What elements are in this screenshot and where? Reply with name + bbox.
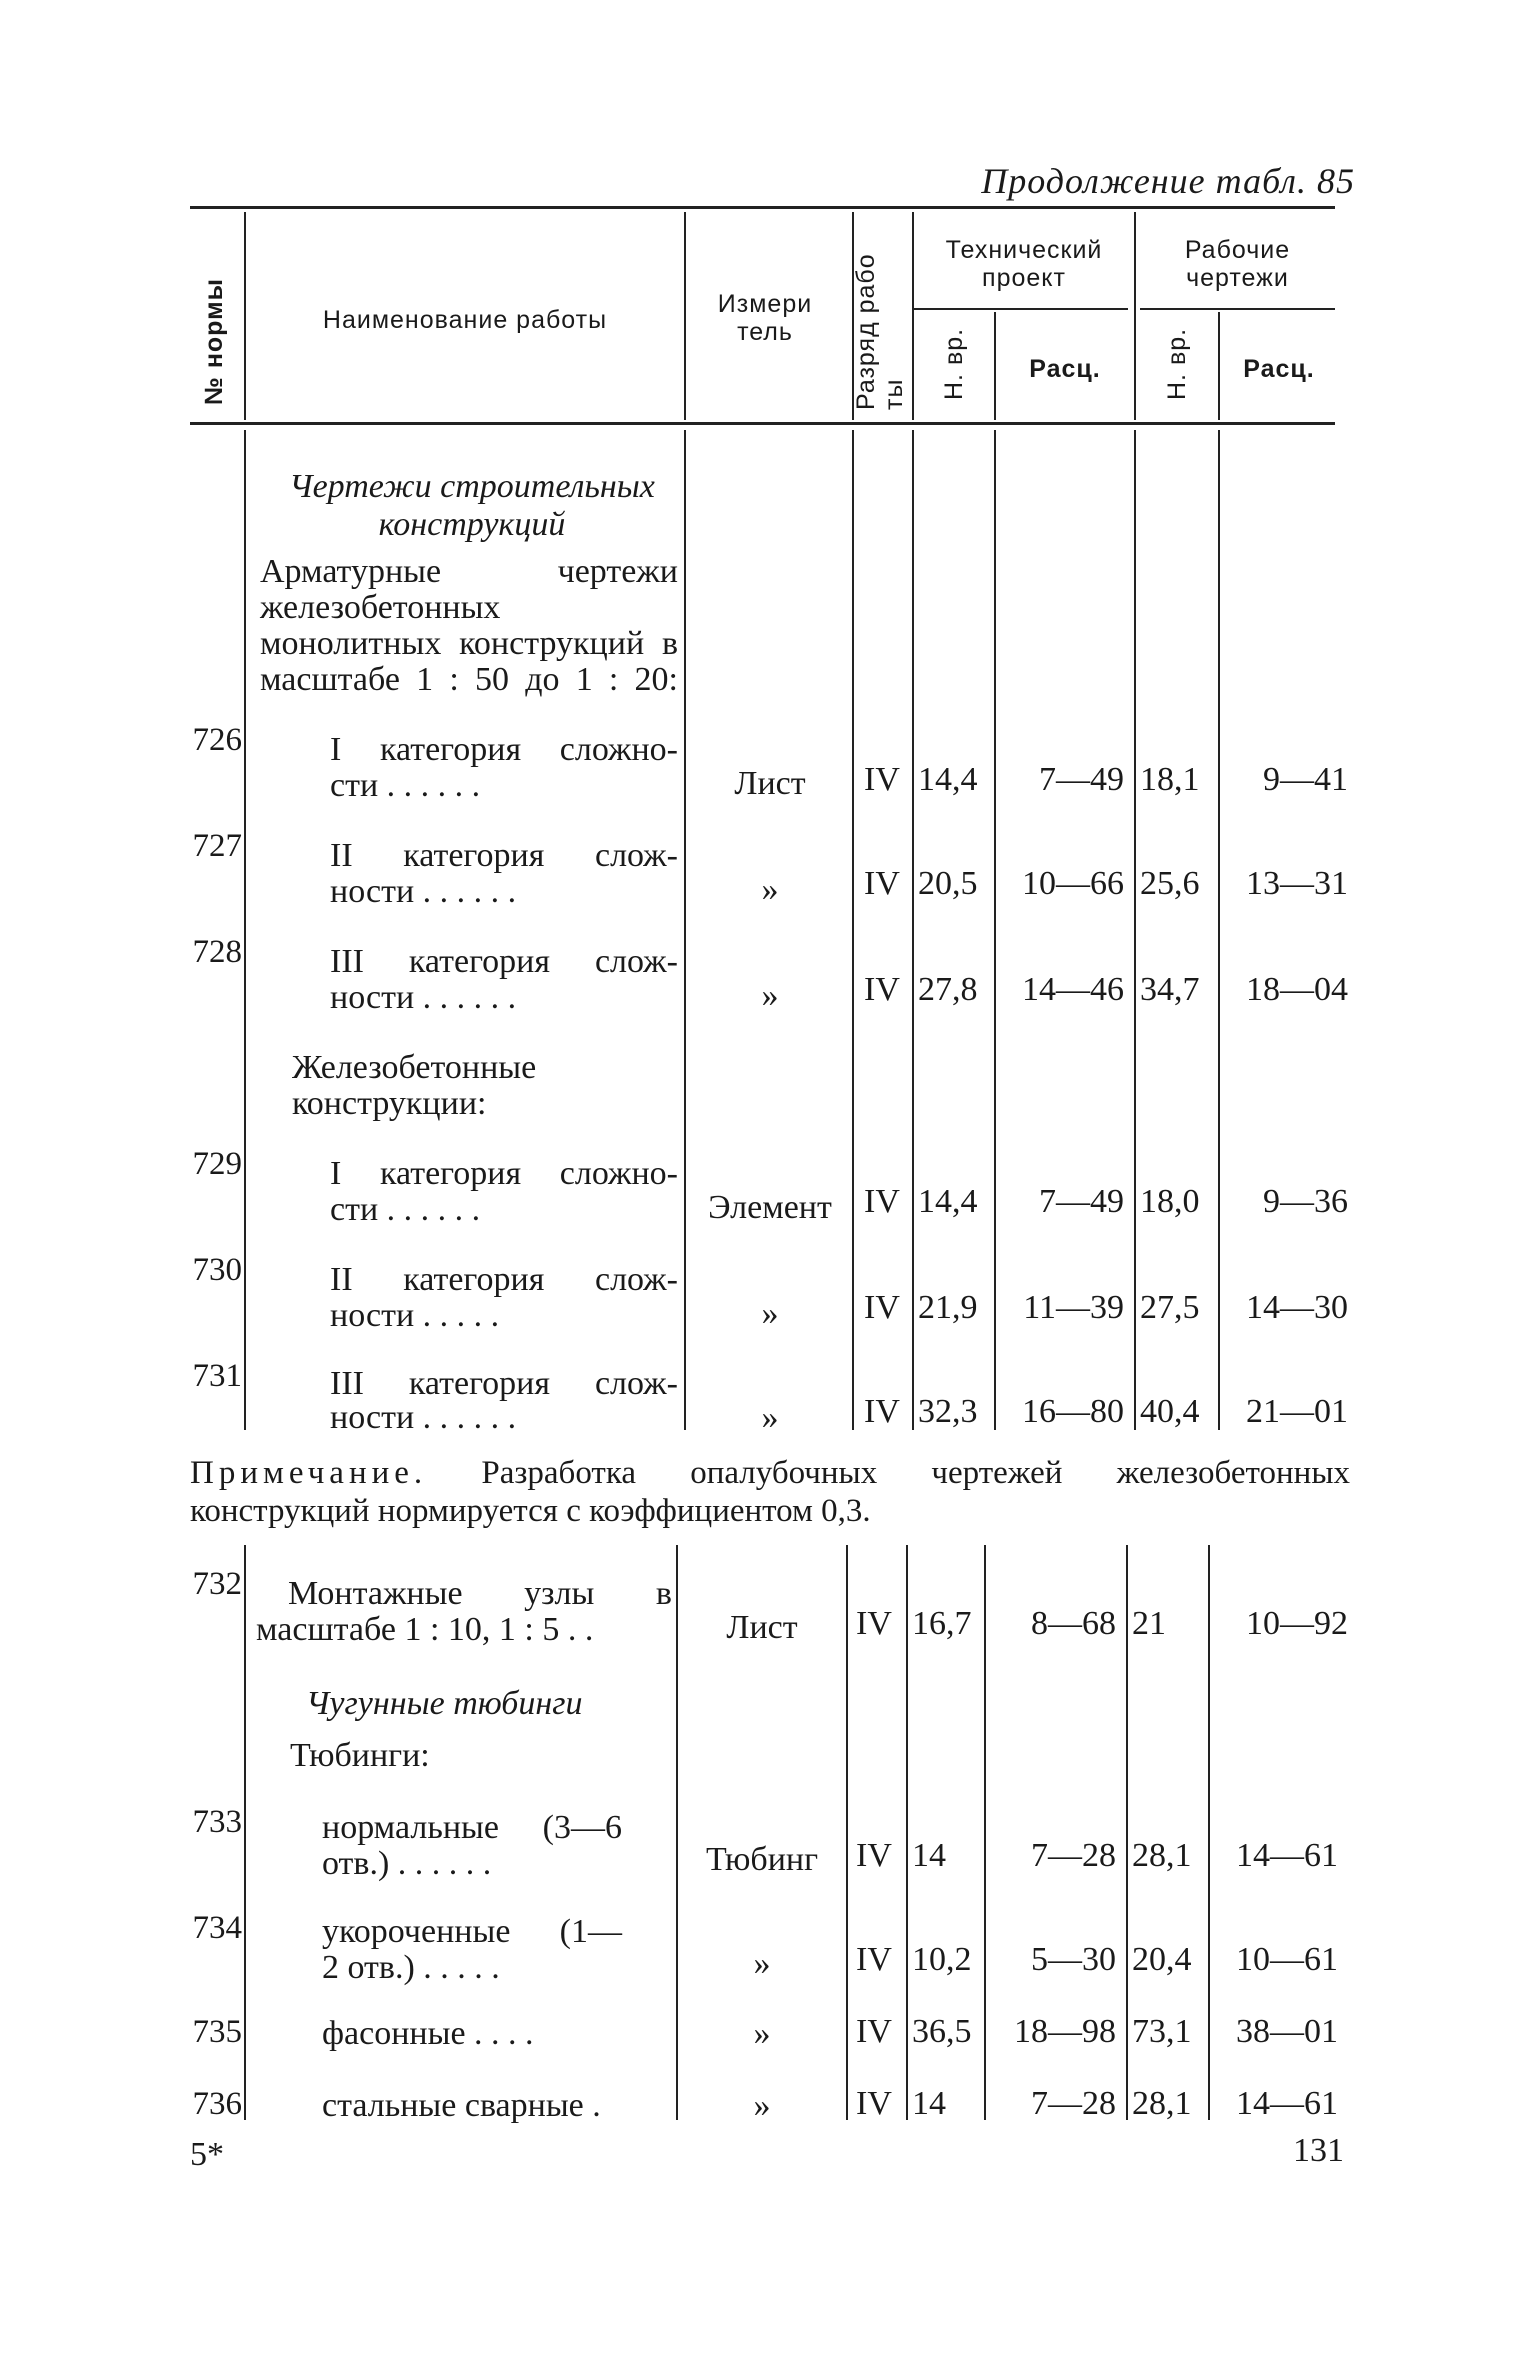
unit-cell: » bbox=[761, 871, 779, 908]
grade-cell: IV bbox=[864, 971, 900, 1008]
unit-cell: Тюбинг bbox=[705, 1841, 819, 1878]
signature-mark: 5* bbox=[190, 2136, 224, 2173]
work-name-line: фасонные . . . . bbox=[322, 2015, 534, 2052]
tp-price-cell: 11—39 bbox=[1023, 1289, 1124, 1326]
body-col-divider bbox=[984, 1545, 986, 2120]
wd-time-cell: 20,4 bbox=[1132, 1941, 1192, 1978]
row-number: 732 bbox=[192, 1566, 242, 1602]
wd-price-cell: 9—41 bbox=[1263, 761, 1348, 798]
wd-time-cell: 21 bbox=[1132, 1605, 1166, 1642]
row-number: 735 bbox=[192, 2014, 242, 2050]
row-number: 726 bbox=[192, 722, 242, 758]
grade-cell: IV bbox=[856, 2013, 892, 2050]
page-number: 131 bbox=[1293, 2132, 1344, 2169]
body-col-divider bbox=[244, 430, 246, 1430]
row-number: 729 bbox=[192, 1146, 242, 1182]
header-col-divider bbox=[912, 212, 914, 420]
header-norm-number: № нормы bbox=[200, 278, 228, 405]
body-col-divider bbox=[1218, 430, 1220, 1430]
work-name-line: III категория слож- bbox=[330, 1365, 678, 1402]
unit-cell: Лист bbox=[734, 765, 806, 802]
header-unit: Измери тель bbox=[717, 290, 813, 346]
wd-time-cell: 25,6 bbox=[1140, 865, 1200, 902]
note-text: Разработка опалубочных чертежей железобетонных конструкций нормируется с коэффициентом 0,3. bbox=[190, 1455, 1350, 1529]
row-number: 728 bbox=[192, 934, 242, 970]
work-name-line: сти . . . . . . bbox=[330, 1191, 481, 1228]
row-number: 736 bbox=[192, 2086, 242, 2122]
header-col-divider bbox=[684, 212, 686, 420]
group-heading: Железобетонные конструкции: bbox=[292, 1049, 537, 1122]
grade-cell: IV bbox=[864, 865, 900, 902]
work-name-line: I категория сложно- bbox=[330, 731, 678, 768]
body-col-divider bbox=[1208, 1545, 1210, 2120]
body-col-divider bbox=[912, 430, 914, 1430]
grade-cell: IV bbox=[864, 1393, 900, 1430]
work-name-line: II категория слож- bbox=[330, 1261, 678, 1298]
tp-time-cell: 14 bbox=[912, 1837, 946, 1874]
wd-time-cell: 28,1 bbox=[1132, 2085, 1192, 2122]
row-number: 733 bbox=[192, 1804, 242, 1840]
wd-price-cell: 14—61 bbox=[1236, 1837, 1338, 1874]
unit-cell: Элемент bbox=[708, 1189, 832, 1226]
grade-cell: IV bbox=[856, 1605, 892, 1642]
tp-price-cell: 7—49 bbox=[1039, 1183, 1124, 1220]
tp-price-cell: 7—28 bbox=[1031, 2085, 1116, 2122]
header-tp-norm-time: Н. вр. bbox=[940, 327, 968, 400]
grade-cell: IV bbox=[864, 1183, 900, 1220]
subheader-rule-tech bbox=[914, 308, 1128, 310]
tp-price-cell: 7—28 bbox=[1031, 1837, 1116, 1874]
wd-price-cell: 21—01 bbox=[1246, 1393, 1348, 1430]
tp-time-cell: 36,5 bbox=[912, 2013, 972, 2050]
header-tech-project: Технический проект bbox=[945, 236, 1103, 292]
header-wd-norm-time: Н. вр. bbox=[1163, 327, 1191, 400]
tp-time-cell: 16,7 bbox=[912, 1605, 972, 1642]
work-name-line: ности . . . . . bbox=[330, 1297, 500, 1334]
work-name-line: II категория слож- bbox=[330, 837, 678, 874]
grade-cell: IV bbox=[864, 761, 900, 798]
header-col-divider bbox=[244, 212, 246, 420]
work-name-line: масштабе 1 : 10, 1 : 5 . . bbox=[256, 1611, 594, 1648]
grade-cell: IV bbox=[864, 1289, 900, 1326]
work-name-line: Монтажные узлы в bbox=[288, 1575, 672, 1612]
tp-price-cell: 7—49 bbox=[1039, 761, 1124, 798]
tp-time-cell: 14 bbox=[912, 2085, 946, 2122]
tp-price-cell: 14—46 bbox=[1022, 971, 1124, 1008]
wd-time-cell: 18,1 bbox=[1140, 761, 1200, 798]
body-col-divider bbox=[846, 1545, 848, 2120]
header-tp-price: Расц. bbox=[1029, 355, 1101, 383]
wd-time-cell: 18,0 bbox=[1140, 1183, 1200, 1220]
header-col-divider bbox=[994, 312, 996, 420]
unit-cell: » bbox=[761, 977, 779, 1014]
unit-cell: » bbox=[753, 2015, 771, 2052]
tp-time-cell: 10,2 bbox=[912, 1941, 972, 1978]
body-col-divider bbox=[994, 430, 996, 1430]
tp-price-cell: 8—68 bbox=[1031, 1605, 1116, 1642]
tp-price-cell: 18—98 bbox=[1014, 2013, 1116, 2050]
table-top-rule bbox=[190, 206, 1335, 209]
wd-time-cell: 40,4 bbox=[1140, 1393, 1200, 1430]
body-col-divider bbox=[852, 430, 854, 1430]
header-grade: Разряд рабо ты bbox=[852, 253, 908, 410]
unit-cell: » bbox=[761, 1399, 779, 1436]
wd-price-cell: 18—04 bbox=[1246, 971, 1348, 1008]
work-name-line: ности . . . . . . bbox=[330, 1399, 517, 1436]
tp-time-cell: 20,5 bbox=[918, 865, 978, 902]
work-name-line: I категория сложно- bbox=[330, 1155, 678, 1192]
work-name-line: нормальные (3—6 bbox=[322, 1809, 622, 1846]
table-note bbox=[190, 1454, 1350, 1530]
unit-cell: » bbox=[761, 1295, 779, 1332]
work-name-line: 2 отв.) . . . . . bbox=[322, 1949, 500, 1986]
tp-time-cell: 14,4 bbox=[918, 1183, 978, 1220]
continuation-caption: Продолжение табл. 85 bbox=[981, 161, 1355, 201]
tp-time-cell: 21,9 bbox=[918, 1289, 978, 1326]
header-col-divider bbox=[1218, 312, 1220, 420]
work-name-line: стальные сварные . bbox=[322, 2087, 601, 2124]
row-number: 734 bbox=[192, 1910, 242, 1946]
row-number: 727 bbox=[192, 828, 242, 864]
tp-time-cell: 32,3 bbox=[918, 1393, 978, 1430]
section-title: Чертежи строительных конструкций bbox=[289, 468, 655, 543]
row-number: 730 bbox=[192, 1252, 242, 1288]
note-label: Примечание. bbox=[190, 1455, 428, 1491]
work-name-line: ности . . . . . . bbox=[330, 979, 517, 1016]
wd-price-cell: 9—36 bbox=[1263, 1183, 1348, 1220]
header-work-name: Наименование работы bbox=[322, 306, 608, 334]
work-name-line: отв.) . . . . . . bbox=[322, 1845, 492, 1882]
body-col-divider bbox=[684, 430, 686, 1430]
tp-price-cell: 5—30 bbox=[1031, 1941, 1116, 1978]
body-col-divider bbox=[1134, 430, 1136, 1430]
work-name-line: III категория слож- bbox=[330, 943, 678, 980]
work-name-line: укороченные (1— bbox=[322, 1913, 622, 1950]
wd-time-cell: 73,1 bbox=[1132, 2013, 1192, 2050]
wd-price-cell: 38—01 bbox=[1236, 2013, 1338, 2050]
grade-cell: IV bbox=[856, 1837, 892, 1874]
tp-price-cell: 16—80 bbox=[1022, 1393, 1124, 1430]
wd-price-cell: 10—61 bbox=[1236, 1941, 1338, 1978]
unit-cell: Лист bbox=[726, 1609, 798, 1646]
grade-cell: IV bbox=[856, 1941, 892, 1978]
header-working-drawings: Рабочие чертежи bbox=[1184, 236, 1291, 292]
subheader-rule-work bbox=[1140, 308, 1335, 310]
section-title: Чугунные тюбинги bbox=[306, 1685, 583, 1722]
wd-price-cell: 14—61 bbox=[1236, 2085, 1338, 2122]
unit-cell: » bbox=[753, 1945, 771, 1982]
grade-cell: IV bbox=[856, 2085, 892, 2122]
wd-price-cell: 10—92 bbox=[1246, 1605, 1348, 1642]
header-bottom-rule bbox=[190, 422, 1335, 425]
wd-price-cell: 14—30 bbox=[1246, 1289, 1348, 1326]
wd-time-cell: 34,7 bbox=[1140, 971, 1200, 1008]
tp-price-cell: 10—66 bbox=[1022, 865, 1124, 902]
body-col-divider bbox=[906, 1545, 908, 2120]
wd-time-cell: 27,5 bbox=[1140, 1289, 1200, 1326]
header-wd-price: Расц. bbox=[1243, 355, 1315, 383]
wd-price-cell: 13—31 bbox=[1246, 865, 1348, 902]
tp-time-cell: 27,8 bbox=[918, 971, 978, 1008]
row-number: 731 bbox=[192, 1358, 242, 1394]
group-heading: Арматурные чертежи железобетонных монолитных конструкций в масштабе 1 : 50 до 1 : 20: bbox=[260, 553, 678, 698]
work-name-line: сти . . . . . . bbox=[330, 767, 481, 804]
unit-cell: » bbox=[753, 2087, 771, 2124]
wd-time-cell: 28,1 bbox=[1132, 1837, 1192, 1874]
body-col-divider bbox=[1126, 1545, 1128, 2120]
work-name-line: ности . . . . . . bbox=[330, 873, 517, 910]
body-col-divider bbox=[244, 1545, 246, 2120]
group-heading: Тюбинги: bbox=[290, 1737, 430, 1774]
body-col-divider bbox=[676, 1545, 678, 2120]
header-col-divider bbox=[1134, 212, 1136, 420]
tp-time-cell: 14,4 bbox=[918, 761, 978, 798]
